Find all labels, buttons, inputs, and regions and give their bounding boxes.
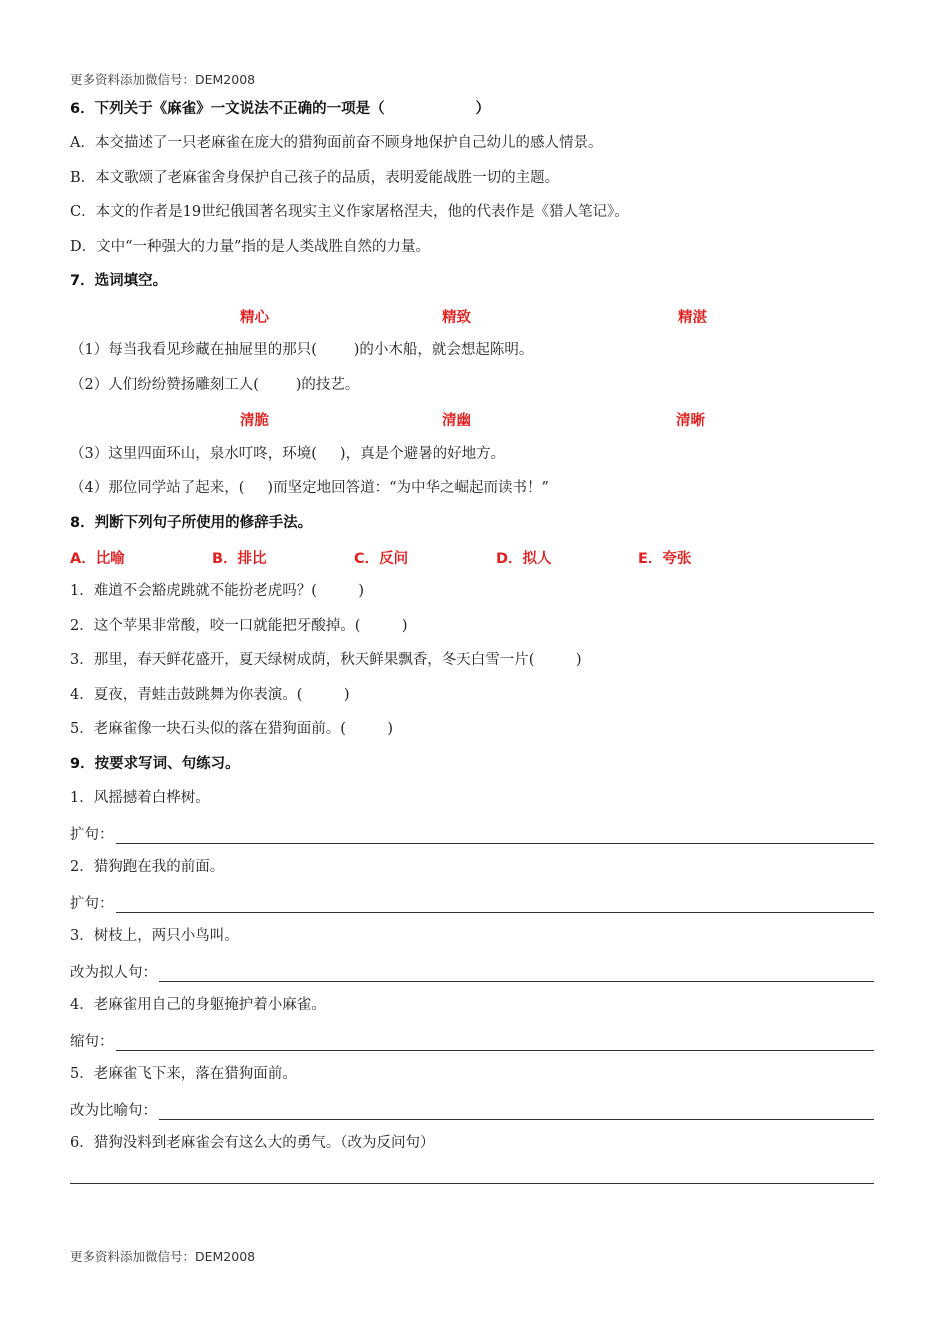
q8-choice-a: A．比喻 xyxy=(70,551,125,567)
q8-item-5: 5．老麻雀像一块石头似的落在猎狗面前。( ) xyxy=(70,721,394,737)
q7-word-1: 精心 xyxy=(240,310,269,326)
q9-answer-6-line[interactable] xyxy=(70,1183,874,1184)
answer-line[interactable] xyxy=(116,898,875,913)
q8-item-3: 3．那里，春天鲜花盛开，夏天绿树成荫，秋天鲜果飘香，冬天白雪一片( ) xyxy=(70,652,582,668)
q9-answer-1[interactable] xyxy=(70,823,874,844)
q9-sentence-6: 6．猎狗没料到老麻雀会有这么大的勇气。（改为反问句） xyxy=(70,1135,435,1151)
q6-option-b: B．本文歌颂了老麻雀舍身保护自己孩子的品质，表明爱能战胜一切的主题。 xyxy=(70,170,560,186)
q7-item-3: （3）这里四面环山，泉水叮咚，环境( )，真是个避暑的好地方。 xyxy=(70,446,506,462)
q9-answer-3[interactable] xyxy=(70,961,874,982)
q7-word-4: 清脆 xyxy=(240,413,269,429)
q8-item-2: 2．这个苹果非常酸，咬一口就能把牙酸掉。( ) xyxy=(70,618,408,634)
q7-title: 7．选词填空。 xyxy=(70,273,168,289)
q9-answer-label-5: 改为比喻句： xyxy=(70,1103,157,1119)
q7-word-2: 精致 xyxy=(442,310,471,326)
q8-choice-c: C．反问 xyxy=(354,551,409,567)
q8-choice-d: D．拟人 xyxy=(496,551,552,567)
q9-sentence-5: 5．老麻雀飞下来，落在猎狗面前。 xyxy=(70,1066,297,1082)
q9-answer-2[interactable] xyxy=(70,892,874,913)
q9-sentence-1: 1．风摇撼着白桦树。 xyxy=(70,790,210,806)
answer-line[interactable] xyxy=(159,967,874,982)
q8-item-4: 4．夏夜，青蛙击鼓跳舞为你表演。( ) xyxy=(70,687,350,703)
q9-answer-4[interactable] xyxy=(70,1030,874,1051)
q6-option-a: A．本交描述了一只老麻雀在庞大的猎狗面前奋不顾身地保护自己幼儿的感人情景。 xyxy=(70,135,603,151)
q9-answer-label-2: 扩句： xyxy=(70,896,114,912)
answer-line[interactable] xyxy=(116,1036,875,1051)
q9-answer-label-1: 扩句： xyxy=(70,827,114,843)
q7-item-2: （2）人们纷纷赞扬雕刻工人( )的技艺。 xyxy=(70,377,360,393)
q8-choice-b: B．排比 xyxy=(212,551,267,567)
q9-answer-label-3: 改为拟人句： xyxy=(70,965,157,981)
q9-title: 9．按要求写词、句练习。 xyxy=(70,756,240,772)
q7-item-1: （1）每当我看见珍藏在抽屉里的那只( )的小木船，就会想起陈明。 xyxy=(70,342,534,358)
q6-title: 6．下列关于《麻雀》一文说法不正确的一项是（ ） xyxy=(70,101,490,117)
page-footer: 更多资料添加微信号：DEM2008 xyxy=(70,1249,256,1264)
q7-word-5: 清幽 xyxy=(442,413,471,429)
q8-title: 8．判断下列句子所使用的修辞手法。 xyxy=(70,515,313,531)
q9-sentence-4: 4．老麻雀用自己的身躯掩护着小麻雀。 xyxy=(70,997,326,1013)
q7-word-3: 精湛 xyxy=(678,310,707,326)
q9-answer-label-4: 缩句： xyxy=(70,1034,114,1050)
q9-sentence-2: 2．猎狗跑在我的前面。 xyxy=(70,859,225,875)
q9-answer-5[interactable] xyxy=(70,1099,874,1120)
page-header: 更多资料添加微信号：DEM2008 xyxy=(70,72,256,87)
answer-line[interactable] xyxy=(159,1105,874,1120)
q9-sentence-3: 3．树枝上，两只小鸟叫。 xyxy=(70,928,239,944)
q7-item-4: （4）那位同学站了起来，( )而坚定地回答道：“为中华之崛起而读书！” xyxy=(70,480,549,496)
answer-line[interactable] xyxy=(116,829,875,844)
q6-option-d: D．文中“一种强大的力量”指的是人类战胜自然的力量。 xyxy=(70,239,430,255)
q8-item-1: 1．难道不会豁虎跳就不能扮老虎吗？( ) xyxy=(70,583,365,599)
q6-option-c: C．本文的作者是19世纪俄国著名现实主义作家屠格涅夫，他的代表作是《猎人笔记》。 xyxy=(70,204,629,220)
q7-word-6: 清晰 xyxy=(676,413,705,429)
q8-choice-e: E．夸张 xyxy=(638,551,692,567)
